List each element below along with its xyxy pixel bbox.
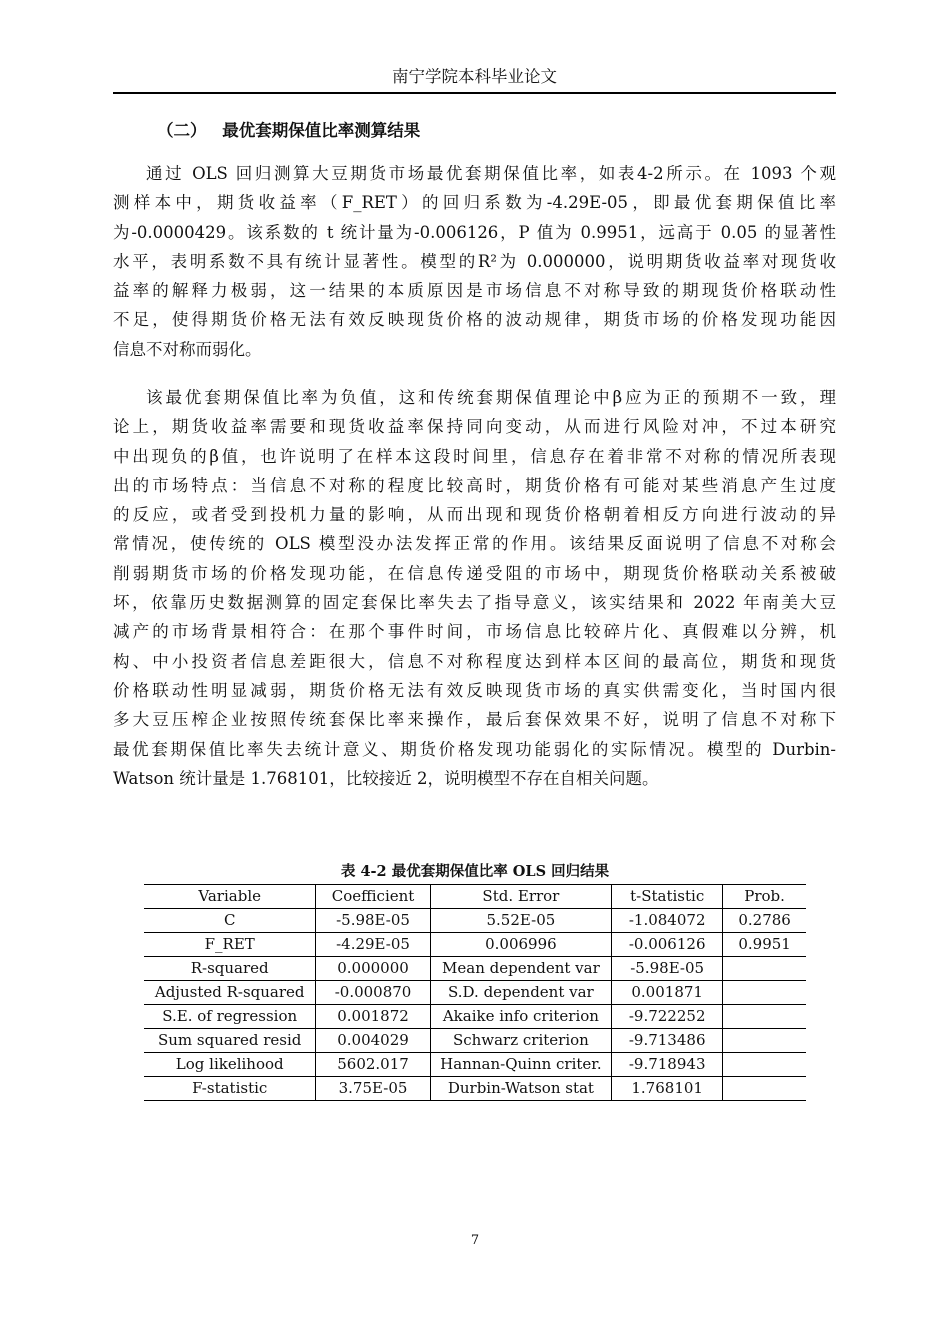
stats-cell: -0.000870: [316, 981, 430, 1005]
stats-cell: Sum squared resid: [144, 1029, 316, 1053]
stats-cell: R-squared: [144, 957, 316, 981]
section-heading: [157, 118, 420, 144]
empty-cell: [723, 957, 806, 981]
stats-cell: -9.722252: [612, 1005, 723, 1029]
text-line: 论上，期货收益率需要和现货收益率保持同向变动，从而进行风险对冲，不过本研究: [113, 417, 836, 437]
text-line: 中出现负的β值，也许说明了在样本这段时间里，信息存在着非常不对称的情况所表现: [113, 446, 836, 466]
stats-row: [144, 957, 806, 981]
text-line: 减产的市场背景相符合：在那个事件时间，市场信息比较碎片化、真假难以分辨，机: [113, 622, 836, 642]
stats-cell: F-statistic: [144, 1077, 316, 1101]
stats-row: [144, 1005, 806, 1029]
text-line: 该最优套期保值比率为负值，这和传统套期保值理论中β应为正的预期不一致，理: [146, 388, 836, 407]
header-cell: Std. Error: [430, 885, 612, 909]
text-line: 的反应，或者受到投机力量的影响，从而出现和现货价格朝着相反方向进行波动的异: [113, 505, 836, 525]
stats-cell: Hannan-Quinn criter.: [430, 1053, 612, 1077]
text-line: 益率的解释力极弱，这一结果的本质原因是市场信息不对称导致的期现货价格联动性: [113, 281, 836, 301]
stats-cell: S.E. of regression: [144, 1005, 316, 1029]
table-cell: -4.29E-05: [316, 933, 430, 957]
stats-cell: Adjusted R-squared: [144, 981, 316, 1005]
table-cell: 5.52E-05: [430, 909, 612, 933]
text-line: 削弱期货市场的价格发现功能，在信息传递受阻的市场中，期现货价格联动关系被破: [113, 563, 836, 583]
table-body: [144, 909, 806, 1101]
table-cell: -0.006126: [612, 933, 723, 957]
stats-cell: 0.001871: [612, 981, 723, 1005]
stats-row: [144, 981, 806, 1005]
stats-cell: 1.768101: [612, 1077, 723, 1101]
table-row: [144, 909, 806, 933]
header-cell: Prob.: [723, 885, 806, 909]
stats-cell: Mean dependent var: [430, 957, 612, 981]
text-line: 测样本中，期货收益率（F_RET）的回归系数为-4.29E-05，即最优套期保值比率: [113, 193, 836, 213]
page-number: 7: [470, 1233, 480, 1248]
table-cell: C: [144, 909, 316, 933]
text-line: 为-0.0000429。该系数的 t 统计量为-0.006126，P 值为 0.9951，远高于 0.05 的显著性: [113, 222, 836, 242]
empty-cell: [723, 1077, 806, 1101]
text-line: 水平，表明系数不具有统计显著性。模型的R²为 0.000000，说明期货收益率对现货收: [113, 251, 836, 271]
table-cell: -1.084072: [612, 909, 723, 933]
text-line: Watson 统计量是 1.768101，比较接近 2，说明模型不存在自相关问题。: [113, 768, 659, 788]
page-header: 南宁学院本科毕业论文: [392, 67, 557, 86]
section-title: 最优套期保值比率测算结果: [222, 121, 421, 140]
header-cell: Variable: [144, 885, 316, 909]
stats-cell: Schwarz criterion: [430, 1029, 612, 1053]
table-cell: F_RET: [144, 933, 316, 957]
header-rule: [113, 92, 836, 94]
text-line: 通过 OLS 回归测算大豆期货市场最优套期保值比率，如表4-2所示。在 1093 个观: [146, 164, 836, 183]
stats-cell: Akaike info criterion: [430, 1005, 612, 1029]
empty-cell: [723, 981, 806, 1005]
paragraph-2: [113, 383, 836, 793]
text-line: 信息不对称而弱化。: [113, 339, 262, 359]
empty-cell: [723, 1029, 806, 1053]
table-row: [144, 933, 806, 957]
stats-cell: 3.75E-05: [316, 1077, 430, 1101]
text-line: 出的市场特点：当信息不对称的程度比较高时，期货价格有可能对某些消息产生过度: [113, 475, 836, 495]
text-line: 多大豆压榨企业按照传统套保比率来操作，最后套保效果不好，说明了信息不对称下: [113, 710, 836, 730]
stats-cell: -9.718943: [612, 1053, 723, 1077]
text-line: 价格联动性明显减弱，期货价格无法有效反映现货市场的真实供需变化，当时国内很: [113, 680, 836, 700]
text-line: 常情况，使传统的 OLS 模型没办法发挥正常的作用。该结果反面说明了信息不对称会: [113, 534, 836, 554]
stats-cell: 0.004029: [316, 1029, 430, 1053]
text-line: 最优套期保值比率失去统计意义、期货价格发现功能弱化的实际情况。模型的 Durbin-: [113, 739, 836, 759]
stats-row: [144, 1029, 806, 1053]
stats-cell: 0.000000: [316, 957, 430, 981]
table-caption: 表 4-2 最优套期保值比率 OLS 回归结果: [340, 863, 610, 880]
stats-cell: 5602.017: [316, 1053, 430, 1077]
header-cell: Coefficient: [316, 885, 430, 909]
empty-cell: [723, 1053, 806, 1077]
table-header-row: [144, 885, 806, 909]
regression-results-table: [144, 884, 806, 1101]
stats-row: [144, 1053, 806, 1077]
stats-cell: Durbin-Watson stat: [430, 1077, 612, 1101]
text-line: 坏，依靠历史数据测算的固定套保比率失去了指导意义，该实结果和 2022 年南美大豆: [113, 593, 836, 613]
text-line: 不足，使得期货价格无法有效反映现货价格的波动规律，期货市场的价格发现功能因: [113, 310, 836, 330]
text-line: 构、中小投资者信息差距很大，信息不对称程度达到样本区间的最高位，期货和现货: [113, 651, 836, 671]
empty-cell: [723, 1005, 806, 1029]
stats-cell: Log likelihood: [144, 1053, 316, 1077]
stats-cell: -9.713486: [612, 1029, 723, 1053]
section-number: （二）: [157, 121, 207, 140]
table-cell: 0.2786: [723, 909, 806, 933]
stats-cell: -5.98E-05: [612, 957, 723, 981]
paragraph-1: [113, 159, 836, 364]
table-cell: 0.9951: [723, 933, 806, 957]
stats-cell: S.D. dependent var: [430, 981, 612, 1005]
table-cell: -5.98E-05: [316, 909, 430, 933]
stats-row: [144, 1077, 806, 1101]
header-cell: t-Statistic: [612, 885, 723, 909]
stats-cell: 0.001872: [316, 1005, 430, 1029]
table-cell: 0.006996: [430, 933, 612, 957]
